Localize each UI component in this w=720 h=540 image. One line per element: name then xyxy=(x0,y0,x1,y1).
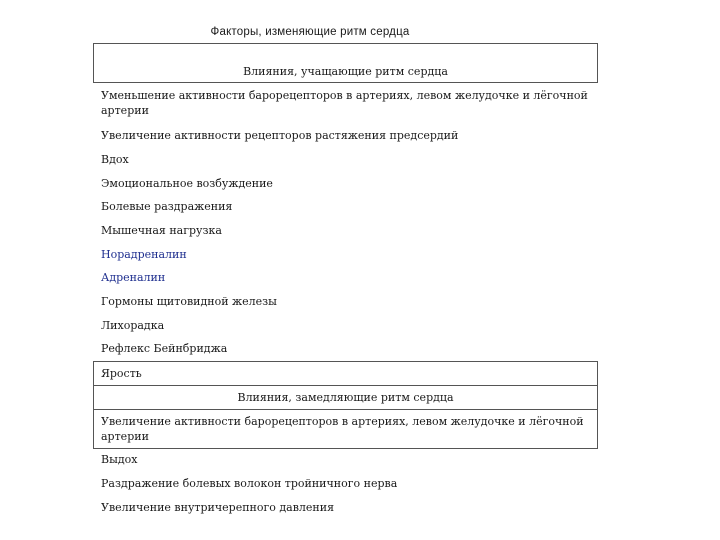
increasing-item-stretch-receptors: Увеличение активности рецепторов растяжения предсердий xyxy=(101,129,459,142)
increasing-item-fever: Лихорадка xyxy=(101,319,165,332)
increasing-header: Влияния, учащающие ритм сердца xyxy=(243,65,448,78)
increasing-item-rage: Ярость xyxy=(101,367,142,380)
increasing-item-adrenaline: Адреналин xyxy=(101,271,166,284)
decreasing-item-baroreceptors-box xyxy=(93,409,598,449)
decreasing-header: Влияния, замедляющие ритм сердца xyxy=(237,391,454,404)
increasing-item-thyroid: Гормоны щитовидной железы xyxy=(101,295,277,308)
increasing-item-noradrenaline: Норадреналин xyxy=(101,248,187,261)
increasing-item-inhale: Вдох xyxy=(101,153,129,166)
increasing-item-muscle-load: Мышечная нагрузка xyxy=(101,224,222,237)
decreasing-item-exhale: Выдох xyxy=(101,453,138,466)
increasing-item-bainbridge: Рефлекс Бейнбриджа xyxy=(101,342,228,355)
increasing-item-emotional: Эмоциональное возбуждение xyxy=(101,177,273,190)
increasing-item-pain: Болевые раздражения xyxy=(101,200,233,213)
increasing-item-rage-box xyxy=(93,361,598,386)
decreasing-header-box xyxy=(93,385,598,410)
decreasing-item-baroreceptors: Увеличение активности барорецепторов в артериях, левом желудочке и лёгочной артерии xyxy=(101,415,584,443)
decreasing-item-trigeminal: Раздражение болевых волокон тройничного нерва xyxy=(101,477,398,490)
increasing-header-box xyxy=(93,43,598,83)
decreasing-item-intracranial: Увеличение внутричерепного давления xyxy=(101,501,335,514)
increasing-item-baroreceptors: Уменьшение активности барорецепторов в артериях, левом желудочке и лёгочной артерии xyxy=(101,89,588,117)
page-title: Факторы, изменяющие ритм сердца xyxy=(210,26,410,38)
